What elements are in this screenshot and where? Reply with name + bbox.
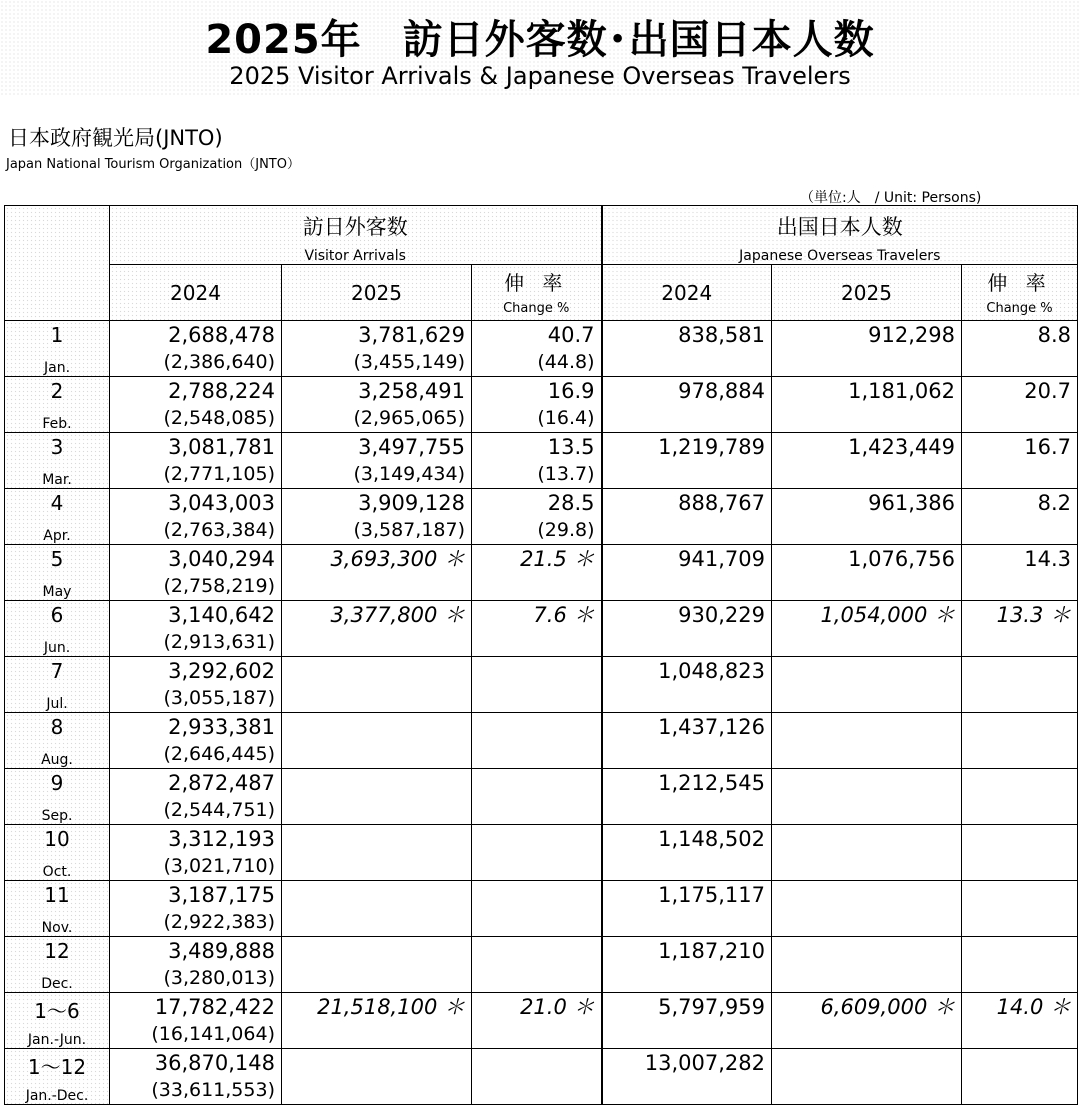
outbound-change-cell xyxy=(962,489,1078,545)
value-primary: 8.2 xyxy=(1037,491,1072,515)
visitor-2024-cell xyxy=(110,545,282,601)
visitor-change-cell xyxy=(472,937,602,993)
month-number: 7 xyxy=(50,659,64,683)
month-name: Aug. xyxy=(41,752,73,768)
outbound-2024-cell xyxy=(602,601,772,657)
outbound-2024-cell xyxy=(602,433,772,489)
value-primary: 2,872,487 xyxy=(168,771,275,795)
month-name: Jun. xyxy=(43,640,71,656)
outbound-change-cell xyxy=(962,993,1078,1049)
month-cell xyxy=(5,937,110,993)
header-visitor-2025: 2025 xyxy=(282,265,472,321)
month-number: 4 xyxy=(50,491,64,515)
visitor-change-cell xyxy=(472,601,602,657)
value-primary: 1,437,126 xyxy=(658,715,765,739)
value-previous: (2,922,383) xyxy=(163,911,275,933)
value-primary: 3,292,602 xyxy=(168,659,275,683)
visitor-2024-cell xyxy=(110,601,282,657)
value-previous: (2,646,445) xyxy=(163,743,275,765)
value-primary: 3,497,755 xyxy=(358,435,465,459)
value-previous: (3,055,187) xyxy=(163,687,275,709)
header-visitor-arrivals xyxy=(110,206,602,265)
value-previous: (44.8) xyxy=(537,351,595,373)
value-primary: 912,298 xyxy=(868,323,955,347)
value-primary: 6,609,000 ＊ xyxy=(820,995,955,1019)
outbound-2024-cell xyxy=(602,769,772,825)
outbound-2025-cell xyxy=(772,377,962,433)
month-number: 8 xyxy=(50,715,64,739)
statistics-table xyxy=(4,205,1078,1105)
value-previous: (29.8) xyxy=(537,519,595,541)
outbound-change-cell xyxy=(962,601,1078,657)
value-primary: 888,767 xyxy=(678,491,765,515)
value-primary: 1,148,502 xyxy=(658,827,765,851)
table-row xyxy=(5,993,1078,1049)
outbound-change-cell xyxy=(962,825,1078,881)
outbound-2025-cell xyxy=(772,433,962,489)
value-previous: (16.4) xyxy=(537,407,595,429)
header-outbound-change: 伸 率 Change % xyxy=(962,265,1078,321)
value-primary: 1,181,062 xyxy=(848,379,955,403)
visitor-2025-cell xyxy=(282,433,472,489)
visitor-2024-cell xyxy=(110,657,282,713)
outbound-2024-cell xyxy=(602,1049,772,1105)
month-name: Nov. xyxy=(41,920,73,936)
outbound-2025-cell xyxy=(772,825,962,881)
month-number: 12 xyxy=(44,939,70,963)
value-primary: 13.5 xyxy=(547,435,595,459)
month-number: 3 xyxy=(50,435,64,459)
visitor-2024-cell xyxy=(110,377,282,433)
visitor-change-cell xyxy=(472,321,602,377)
outbound-change-cell xyxy=(962,657,1078,713)
value-primary: 978,884 xyxy=(678,379,765,403)
value-previous: (2,771,105) xyxy=(163,463,275,485)
visitor-change-cell xyxy=(472,433,602,489)
value-primary: 3,781,629 xyxy=(358,323,465,347)
table-row xyxy=(5,713,1078,769)
outbound-2025-cell xyxy=(772,881,962,937)
value-primary: 21.5 ＊ xyxy=(520,547,595,571)
organization-english: Japan National Tourism Organization（JNTO） xyxy=(6,157,300,172)
value-previous: (16,141,064) xyxy=(151,1023,275,1045)
month-name: Jan.-Jun. xyxy=(27,1032,87,1048)
outbound-2025-cell xyxy=(772,1049,962,1105)
visitor-header-jp: 訪日外客数 xyxy=(302,215,408,239)
visitor-2025-cell xyxy=(282,1049,472,1105)
visitor-change-cell xyxy=(472,769,602,825)
visitor-change-cell xyxy=(472,881,602,937)
value-primary: 3,187,175 xyxy=(168,883,275,907)
table-row xyxy=(5,657,1078,713)
visitor-change-cell xyxy=(472,993,602,1049)
value-primary: 13.3 ＊ xyxy=(996,603,1072,627)
visitor-2025-cell xyxy=(282,937,472,993)
visitor-2025-cell xyxy=(282,489,472,545)
visitor-change-cell xyxy=(472,545,602,601)
header-overseas-travelers xyxy=(602,206,1078,265)
outbound-2024-cell xyxy=(602,713,772,769)
value-previous: (2,548,085) xyxy=(163,407,275,429)
table-row xyxy=(5,937,1078,993)
month-name: Oct. xyxy=(42,864,72,880)
value-primary: 17,782,422 xyxy=(154,995,275,1019)
value-primary: 941,709 xyxy=(678,547,765,571)
month-name: Mar. xyxy=(42,472,72,488)
outbound-header-en: Japanese Overseas Travelers xyxy=(739,248,941,264)
value-previous: (3,280,013) xyxy=(163,967,275,989)
month-cell xyxy=(5,321,110,377)
month-cell xyxy=(5,1049,110,1105)
outbound-change-cell xyxy=(962,433,1078,489)
value-primary: 1,423,449 xyxy=(848,435,955,459)
month-cell xyxy=(5,657,110,713)
month-name: Jul. xyxy=(46,696,68,712)
value-primary: 1,054,000 ＊ xyxy=(820,603,955,627)
outbound-2024-cell xyxy=(602,881,772,937)
month-number: 1 xyxy=(50,323,64,347)
title-japanese: 2025年 訪日外客数･出国日本人数 xyxy=(205,17,875,63)
value-primary: 3,377,800 ＊ xyxy=(330,603,465,627)
outbound-header-jp: 出国日本人数 xyxy=(776,215,903,239)
month-name: Feb. xyxy=(42,416,72,432)
visitor-2024-cell xyxy=(110,433,282,489)
table-row xyxy=(5,769,1078,825)
value-primary: 930,229 xyxy=(678,603,765,627)
value-primary: 1,076,756 xyxy=(848,547,955,571)
outbound-change-cell xyxy=(962,1049,1078,1105)
month-cell xyxy=(5,489,110,545)
value-previous: (3,587,187) xyxy=(353,519,465,541)
value-previous: (3,455,149) xyxy=(353,351,465,373)
visitor-2025-cell xyxy=(282,601,472,657)
month-cell xyxy=(5,601,110,657)
month-cell xyxy=(5,713,110,769)
month-name: Jan.-Dec. xyxy=(25,1088,89,1104)
outbound-2025-cell xyxy=(772,489,962,545)
outbound-2024-cell xyxy=(602,825,772,881)
outbound-2024-cell xyxy=(602,937,772,993)
month-cell xyxy=(5,825,110,881)
table-row xyxy=(5,433,1078,489)
outbound-2024-cell xyxy=(602,993,772,1049)
organization-japanese: 日本政府観光局(JNTO) xyxy=(8,126,223,150)
outbound-change-cell xyxy=(962,713,1078,769)
value-primary: 3,489,888 xyxy=(168,939,275,963)
value-primary: 3,040,294 xyxy=(168,547,275,571)
month-cell xyxy=(5,769,110,825)
outbound-change-cell xyxy=(962,321,1078,377)
outbound-change-cell xyxy=(962,769,1078,825)
month-number: 1～6 xyxy=(34,999,80,1023)
value-primary: 14.0 ＊ xyxy=(996,995,1072,1019)
value-primary: 838,581 xyxy=(678,323,765,347)
value-primary: 13,007,282 xyxy=(644,1051,765,1075)
month-number: 1～12 xyxy=(27,1055,87,1079)
value-primary: 40.7 xyxy=(547,323,595,347)
outbound-2025-cell xyxy=(772,545,962,601)
outbound-2024-cell xyxy=(602,489,772,545)
header-visitor-change: 伸 率 Change % xyxy=(472,265,602,321)
month-cell xyxy=(5,993,110,1049)
visitor-2024-cell xyxy=(110,825,282,881)
value-primary: 3,081,781 xyxy=(168,435,275,459)
unit-note: （単位:人 / Unit: Persons) xyxy=(800,190,982,206)
outbound-change-cell xyxy=(962,937,1078,993)
header-corner xyxy=(5,206,110,321)
value-previous: (2,913,631) xyxy=(163,631,275,653)
header-row-years xyxy=(5,265,1078,321)
month-cell xyxy=(5,377,110,433)
table-row xyxy=(5,321,1078,377)
month-cell xyxy=(5,433,110,489)
visitor-2024-cell xyxy=(110,489,282,545)
outbound-2024-cell xyxy=(602,321,772,377)
value-previous: (2,763,384) xyxy=(163,519,275,541)
value-previous: (2,965,065) xyxy=(353,407,465,429)
outbound-2025-cell xyxy=(772,993,962,1049)
visitor-2025-cell xyxy=(282,881,472,937)
month-number: 9 xyxy=(50,771,64,795)
outbound-2024-cell xyxy=(602,545,772,601)
outbound-change-cell xyxy=(962,545,1078,601)
header-visitor-2024: 2024 xyxy=(110,265,282,321)
value-primary: 28.5 xyxy=(547,491,595,515)
visitor-2025-cell xyxy=(282,545,472,601)
visitor-2025-cell xyxy=(282,825,472,881)
value-primary: 1,219,789 xyxy=(658,435,765,459)
value-primary: 21.0 ＊ xyxy=(520,995,595,1019)
value-previous: (3,021,710) xyxy=(163,855,275,877)
visitor-change-cell xyxy=(472,1049,602,1105)
value-primary: 16.7 xyxy=(1024,435,1072,459)
title-band xyxy=(0,0,1080,95)
month-name: Dec. xyxy=(41,976,73,992)
visitor-2024-cell xyxy=(110,321,282,377)
header-row-groups xyxy=(5,206,1078,265)
visitor-2024-cell xyxy=(110,993,282,1049)
outbound-2025-cell xyxy=(772,321,962,377)
outbound-2025-cell xyxy=(772,601,962,657)
value-primary: 2,933,381 xyxy=(168,715,275,739)
table-row xyxy=(5,489,1078,545)
month-cell xyxy=(5,545,110,601)
value-primary: 21,518,100 ＊ xyxy=(317,995,465,1019)
outbound-2024-cell xyxy=(602,377,772,433)
outbound-2025-cell xyxy=(772,713,962,769)
month-number: 2 xyxy=(50,379,64,403)
visitor-2025-cell xyxy=(282,713,472,769)
value-previous: (2,758,219) xyxy=(163,575,275,597)
header-outbound-2024: 2024 xyxy=(602,265,772,321)
value-previous: (2,544,751) xyxy=(163,799,275,821)
value-primary: 3,043,003 xyxy=(168,491,275,515)
value-primary: 1,212,545 xyxy=(658,771,765,795)
month-name: May xyxy=(42,584,72,600)
table-row xyxy=(5,545,1078,601)
visitor-2024-cell xyxy=(110,769,282,825)
visitor-2024-cell xyxy=(110,881,282,937)
table-row xyxy=(5,377,1078,433)
visitor-2024-cell xyxy=(110,937,282,993)
month-name: Apr. xyxy=(43,528,71,544)
outbound-2024-cell xyxy=(602,657,772,713)
table-row xyxy=(5,825,1078,881)
visitor-header-en: Visitor Arrivals xyxy=(304,248,406,264)
month-name: Sep. xyxy=(41,808,73,824)
month-name: Jan. xyxy=(43,360,71,376)
header-outbound-2025: 2025 xyxy=(772,265,962,321)
value-primary: 3,909,128 xyxy=(358,491,465,515)
value-previous: (13.7) xyxy=(537,463,595,485)
value-primary: 1,175,117 xyxy=(658,883,765,907)
value-primary: 16.9 xyxy=(547,379,595,403)
month-number: 10 xyxy=(44,827,70,851)
value-primary: 3,258,491 xyxy=(358,379,465,403)
month-number: 6 xyxy=(50,603,64,627)
table-row xyxy=(5,601,1078,657)
outbound-change-cell xyxy=(962,377,1078,433)
value-primary: 3,140,642 xyxy=(168,603,275,627)
value-primary: 8.8 xyxy=(1037,323,1072,347)
table-row xyxy=(5,1049,1078,1105)
value-previous: (33,611,553) xyxy=(151,1079,275,1101)
value-previous: (2,386,640) xyxy=(163,351,275,373)
visitor-change-cell xyxy=(472,657,602,713)
visitor-2025-cell xyxy=(282,993,472,1049)
outbound-2025-cell xyxy=(772,937,962,993)
visitor-change-cell xyxy=(472,713,602,769)
visitor-change-cell xyxy=(472,825,602,881)
outbound-2025-cell xyxy=(772,769,962,825)
title-english: 2025 Visitor Arrivals & Japanese Overseas Travelers xyxy=(229,62,851,90)
visitor-2025-cell xyxy=(282,321,472,377)
value-primary: 1,048,823 xyxy=(658,659,765,683)
visitor-2025-cell xyxy=(282,377,472,433)
value-primary: 5,797,959 xyxy=(658,995,765,1019)
value-primary: 1,187,210 xyxy=(658,939,765,963)
value-primary: 20.7 xyxy=(1024,379,1072,403)
month-cell xyxy=(5,881,110,937)
value-primary: 2,788,224 xyxy=(168,379,275,403)
value-primary: 3,693,300 ＊ xyxy=(330,547,465,571)
value-primary: 3,312,193 xyxy=(168,827,275,851)
outbound-change-cell xyxy=(962,881,1078,937)
visitor-change-cell xyxy=(472,489,602,545)
value-primary: 2,688,478 xyxy=(168,323,275,347)
value-previous: (3,149,434) xyxy=(353,463,465,485)
month-number: 5 xyxy=(50,547,64,571)
outbound-2025-cell xyxy=(772,657,962,713)
visitor-2024-cell xyxy=(110,713,282,769)
visitor-2025-cell xyxy=(282,769,472,825)
value-primary: 14.3 xyxy=(1024,547,1072,571)
visitor-change-cell xyxy=(472,377,602,433)
value-primary: 36,870,148 xyxy=(154,1051,275,1075)
value-primary: 7.6 ＊ xyxy=(533,603,595,627)
visitor-2024-cell xyxy=(110,1049,282,1105)
table-row xyxy=(5,881,1078,937)
month-number: 11 xyxy=(44,883,70,907)
value-primary: 961,386 xyxy=(868,491,955,515)
visitor-2025-cell xyxy=(282,657,472,713)
